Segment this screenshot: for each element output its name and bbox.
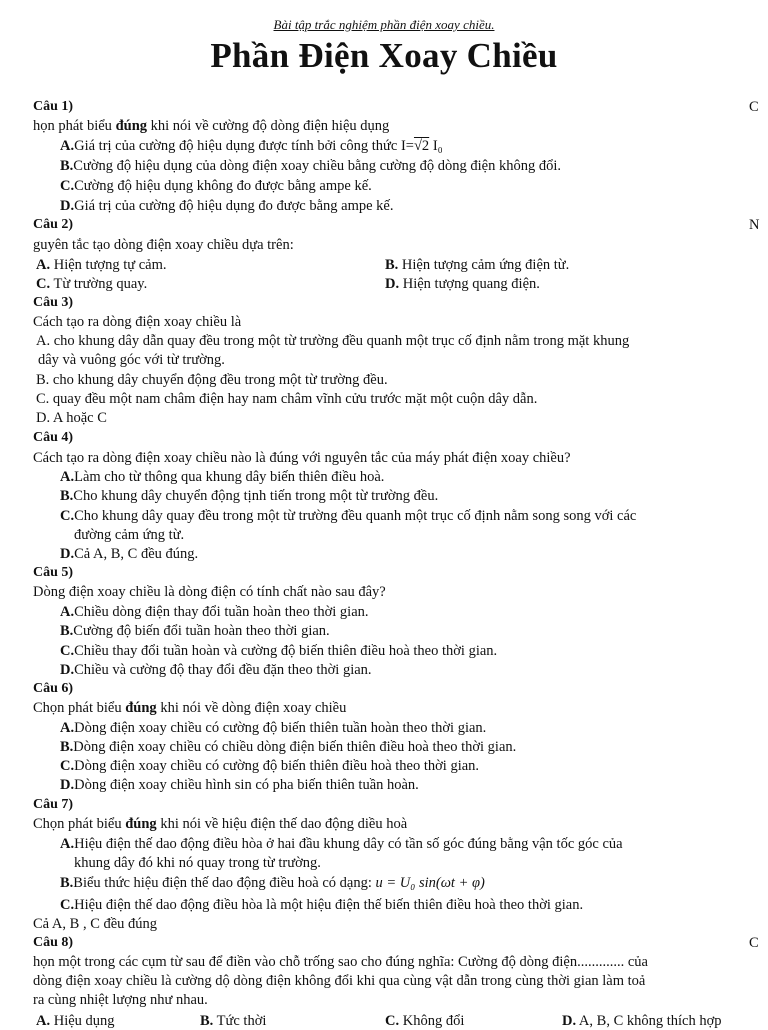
option-text: Chiều dòng điện thay đổi tuần hoàn theo thời gian. <box>74 604 369 620</box>
question-4-stem: Cách tạo ra dòng điện xoay chiều nào là đúng với nguyên tắc của máy phát điện xoay chiều? <box>33 450 571 466</box>
sqrt-symbol: √2 <box>413 138 430 154</box>
stem-text: họn phát biểu <box>33 118 116 134</box>
option-key: A. <box>60 836 75 852</box>
question-4-option-b <box>60 487 438 505</box>
question-6-option-c <box>60 757 479 775</box>
question-3-stem: Cách tạo ra dòng điện xoay chiều là <box>33 314 242 330</box>
option-text: Hiệu điện thế dao động điều hòa là một hiệu điện thế biến thiên điều hoà theo thời gian. <box>74 897 584 913</box>
option-text: Cho khung dây chuyển động tịnh tiến trong một từ trường đều. <box>73 488 439 504</box>
option-text: Hiện tượng cảm ứng điện từ. <box>398 257 570 273</box>
option-key: A. <box>60 469 75 485</box>
question-8-option-d <box>562 1012 722 1030</box>
question-3-label: Câu 3) <box>33 295 74 310</box>
option-text: Cường độ hiệu dụng không đo được bằng ampe kế. <box>74 178 372 194</box>
question-3-option-a: A. cho khung dây dẫn quay đều trong một từ trường đều quanh một trục cố định nằm trong mặt khung <box>36 333 630 349</box>
option-text: A, B, C không thích hợp <box>576 1013 722 1029</box>
option-key: C. <box>60 508 75 524</box>
stem-text: khi nói về dòng điện xoay chiều <box>156 700 347 716</box>
question-2-option-d <box>385 275 540 293</box>
question-4-label: Câu 4) <box>33 430 74 445</box>
option-text: Cho khung dây quay đều trong một từ trường đều quanh một trục cố định nằm song song với các <box>74 508 637 524</box>
question-6-option-d <box>60 776 419 794</box>
option-key: A. <box>60 720 75 736</box>
option-key: D. <box>60 198 75 214</box>
option-key: C. <box>385 1013 400 1029</box>
question-8-option-c <box>385 1012 464 1030</box>
question-6-option-b <box>60 738 516 756</box>
option-text: Hiệu dụng <box>50 1013 115 1029</box>
question-7-option-b <box>60 874 485 892</box>
option-key: D. <box>562 1013 577 1029</box>
question-3-option-c: C. quay đều một nam châm điện hay nam châm vĩnh cửu trước mặt một cuộn dây dẫn. <box>36 391 538 407</box>
question-3-option-a-cont: dây và vuông góc với từ trường. <box>38 352 225 368</box>
question-8-margin-char: C <box>749 935 759 951</box>
question-1-option-a <box>60 137 443 155</box>
formula: u = U₀ sin(ωt + φ) <box>375 875 485 891</box>
option-key: D. <box>385 276 400 292</box>
question-7-option-a <box>60 835 623 853</box>
question-8-label: Câu 8) <box>33 935 74 950</box>
option-key: B. <box>60 875 74 891</box>
question-5-option-d <box>60 661 372 679</box>
option-text: Dòng điện xoay chiều có cường độ biến thiên điều hoà theo thời gian. <box>74 758 480 774</box>
stem-text: khi nói về hiệu điện thế dao động diều hoà <box>156 816 408 832</box>
stem-emphasis: đúng <box>125 816 157 832</box>
question-1-option-d <box>60 197 393 215</box>
question-5-option-b <box>60 622 330 640</box>
option-text: Chiều thay đổi tuần hoàn và cường độ biến thiên điều hoà theo thời gian. <box>74 643 498 659</box>
question-7-option-a-cont: khung dây đó khi nó quay trong từ trường. <box>74 855 321 871</box>
question-1-label: Câu 1) <box>33 99 74 114</box>
question-4-option-a <box>60 468 384 486</box>
question-8-option-b <box>200 1012 266 1030</box>
question-8-option-a <box>36 1012 115 1030</box>
question-2-option-a <box>36 256 167 274</box>
option-key: B. <box>200 1013 214 1029</box>
option-key: A. <box>60 604 75 620</box>
question-6-label: Câu 6) <box>33 681 74 696</box>
question-7-label: Câu 7) <box>33 797 74 812</box>
question-1-margin-char: C <box>749 99 759 115</box>
question-4-option-c <box>60 507 636 525</box>
question-8-stem-line-2: dòng điện xoay chiều là cường dộ dòng điện không đổi khi qua cùng vật dẫn trong cùng thời gian làm toả <box>33 973 646 989</box>
option-text: Hiện tượng quang điện. <box>399 276 540 292</box>
option-key: B. <box>60 623 74 639</box>
option-key: B. <box>60 158 74 174</box>
option-key: D. <box>60 546 75 562</box>
stem-text: khi nói về cường độ dòng điện hiệu dụng <box>147 118 390 134</box>
stem-emphasis: đúng <box>115 118 148 134</box>
option-text: Tức thời <box>213 1013 267 1029</box>
question-2-margin-char: N <box>749 217 760 233</box>
question-2-stem: guyên tắc tạo dòng điện xoay chiều dựa trên: <box>33 237 294 253</box>
option-key: C. <box>60 758 75 774</box>
option-key: C. <box>36 276 51 292</box>
option-key: D. <box>60 662 75 678</box>
option-text: Dòng điện xoay chiều có cường độ biến thiên tuần hoàn theo thời gian. <box>74 720 487 736</box>
option-key: B. <box>60 488 74 504</box>
question-7-option-c <box>60 896 583 914</box>
option-key: B. <box>385 257 399 273</box>
option-text: Dòng điện xoay chiều có chiều dòng điện biến thiên điều hoà theo thời gian. <box>73 739 517 755</box>
option-text: Giá trị của cường độ hiệu dụng được tính bởi công thức I= <box>74 138 414 154</box>
question-3-option-d: D. A hoặc C <box>36 410 107 426</box>
option-key: A. <box>36 1013 51 1029</box>
question-7-option-d: Cả A, B , C đều đúng <box>33 916 158 932</box>
option-key: B. <box>60 739 74 755</box>
document-subtitle: Bài tập trắc nghiệm phần điện xoay chiều. <box>273 17 495 32</box>
question-4-option-c-cont: đường cảm ứng từ. <box>74 527 185 543</box>
question-2-option-b <box>385 256 569 274</box>
option-text: Cả A, B, C đều đúng. <box>74 546 199 562</box>
question-1-stem <box>33 117 389 135</box>
document-title: Phần Điện Xoay Chiều <box>210 36 558 75</box>
question-4-option-d <box>60 545 198 563</box>
option-text: Hiệu điện thế dao động điều hòa ở hai đầu khung dây có tần số góc đúng bằng vận tốc góc của <box>74 836 623 852</box>
question-5-option-c <box>60 642 497 660</box>
question-5-label: Câu 5) <box>33 565 74 580</box>
question-6-stem <box>33 699 346 717</box>
stem-emphasis: đúng <box>125 700 157 716</box>
option-text: Cường độ hiệu dụng của dòng điện xoay chiều bằng cường độ dòng điện không đổi. <box>73 158 562 174</box>
question-8-stem-line-3: ra cùng nhiệt lượng như nhau. <box>33 992 208 1008</box>
option-text: Dòng điện xoay chiều hình sin có pha biến thiên tuần hoàn. <box>74 777 419 793</box>
question-3-option-b: B. cho khung dây chuyển động đều trong một từ trường đều. <box>36 372 388 388</box>
option-text: Giá trị của cường độ hiệu dụng đo được bằng ampe kế. <box>74 198 394 214</box>
option-key: C. <box>60 178 75 194</box>
question-2-option-c <box>36 275 147 293</box>
question-5-stem: Dòng điện xoay chiều là dòng điện có tính chất nào sau đây? <box>33 584 386 600</box>
option-key: A. <box>36 257 51 273</box>
question-2-label: Câu 2) <box>33 217 74 232</box>
stem-text: Chọn phát biểu <box>33 700 126 716</box>
stem-text: Chọn phát biểu <box>33 816 126 832</box>
option-text: Làm cho từ thông qua khung dây biến thiên điều hoà. <box>74 469 385 485</box>
option-text: Từ trường quay. <box>50 276 148 292</box>
option-text: Chiều và cường độ thay đổi đều đặn theo thời gian. <box>74 662 372 678</box>
question-5-option-a <box>60 603 369 621</box>
question-7-stem <box>33 815 407 833</box>
question-1-option-b <box>60 157 561 175</box>
option-text: I₀ <box>429 138 443 154</box>
question-8-stem-line-1: họn một trong các cụm từ sau để điền vào chỗ trống sao cho đúng nghĩa: Cường độ dòng điện............. của <box>33 954 648 970</box>
option-text: Hiện tượng tự cảm. <box>50 257 167 273</box>
question-1-option-c <box>60 177 372 195</box>
option-text: Không đổi <box>399 1013 465 1029</box>
option-key: C. <box>60 897 75 913</box>
option-text: Biểu thức hiệu điện thế dao động điều hoà có dạng: <box>73 875 376 891</box>
option-text: Cường độ biến đổi tuần hoàn theo thời gian. <box>73 623 330 639</box>
option-key: C. <box>60 643 75 659</box>
question-6-option-a <box>60 719 486 737</box>
option-key: A. <box>60 138 75 154</box>
option-key: D. <box>60 777 75 793</box>
